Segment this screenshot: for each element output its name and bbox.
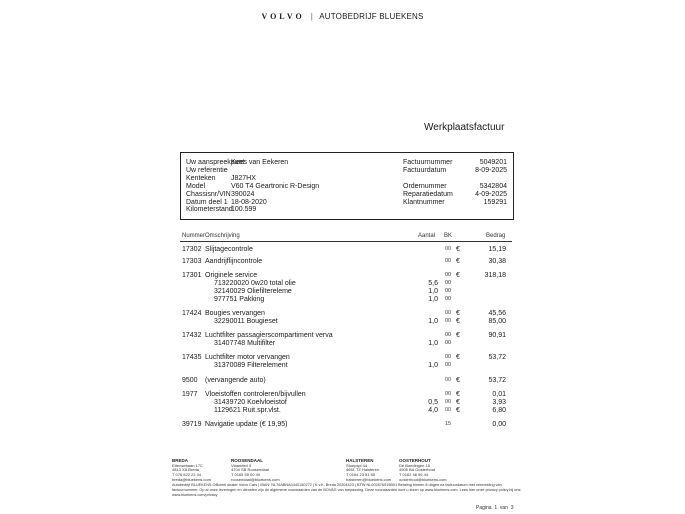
currency-symbol: € [456, 310, 460, 317]
item-description: 31370089 Filterelement [214, 362, 288, 369]
item-number: 17435 [182, 354, 202, 361]
info-value: 100.599 [231, 206, 257, 214]
info-value: Kees van Eekeren [231, 159, 289, 166]
item-description: Originele service [205, 272, 258, 279]
info-value: 390024 [231, 190, 255, 198]
line-item-subrow [0, 406, 685, 415]
item-bk-code: 00 [445, 318, 452, 324]
line-item-row [0, 245, 685, 254]
item-bk-code: 00 [445, 377, 452, 383]
line-item-subrow [0, 317, 685, 326]
item-number: 9500 [182, 377, 198, 384]
item-description: (vervangende auto) [205, 377, 266, 384]
location-detail: roosendaal@bluekens.com [231, 476, 280, 482]
line-item-row [0, 420, 685, 429]
item-description: Aandrijflijncontrole [205, 258, 263, 265]
info-label: Datum deel 1 [186, 198, 228, 206]
info-label: Kenteken [186, 174, 216, 182]
invoice-meta-label: Factuurdatum [403, 166, 447, 174]
header-divider: | [310, 12, 314, 21]
item-description: 31439720 Koelvloeistof [214, 399, 287, 406]
item-amount: 53,72 [488, 377, 506, 384]
line-item-subrow [0, 339, 685, 348]
info-label: Kilometerstand [186, 206, 233, 214]
item-amount: 90,91 [488, 332, 506, 339]
currency-symbol: € [456, 354, 460, 361]
item-description: Bougies vervangen [205, 310, 265, 317]
item-description: Slijtagecontrole [205, 246, 253, 253]
currency-symbol: € [456, 246, 460, 253]
item-description: 32140029 Oliefiltereleme [214, 288, 292, 295]
item-amount: 6,80 [492, 407, 506, 414]
location-detail: 4661 TZ Halsteren [346, 467, 380, 473]
dealer-header [0, 12, 685, 21]
invoice-meta-value: 5342804 [479, 182, 507, 190]
page-of: van [499, 505, 508, 511]
info-value: V60 T4 Geartronic R-Design [231, 182, 320, 190]
item-bk-code: 00 [445, 399, 452, 405]
info-label: Model [186, 182, 206, 190]
col-header-bk: BK [444, 233, 453, 239]
page-total: 3 [510, 505, 514, 511]
location-detail: T 076 522 22 44 [172, 472, 202, 478]
location-detail: oosterhout@bluekens.com [399, 476, 447, 482]
item-bk-code: 00 [445, 280, 452, 286]
item-bk-code: 00 [445, 407, 452, 413]
item-amount: 0,01 [492, 391, 506, 398]
item-description: 977751 Pakking [214, 296, 265, 303]
item-number: 39719 [182, 421, 202, 428]
item-description: Navigatie update (€ 19,95) [205, 421, 288, 428]
item-bk-code: 00 [445, 272, 452, 278]
item-number: 17432 [182, 332, 202, 339]
currency-symbol: € [456, 332, 460, 339]
invoice-info-box [180, 152, 514, 220]
info-value: J827HX [231, 174, 256, 182]
invoice-meta-value: 159291 [483, 198, 507, 206]
item-bk-code: 00 [445, 310, 452, 316]
item-amount: 15,19 [488, 246, 506, 253]
location-detail: Ettensebaan 17C [172, 462, 203, 468]
invoice-meta-label: Reparatiedatum [403, 190, 453, 198]
item-bk-code: 00 [445, 258, 452, 264]
item-amount: 3,93 [492, 399, 506, 406]
location-detail: 4704 SB Roosendaal [231, 467, 269, 473]
currency-symbol: € [456, 272, 460, 279]
location-detail: halsteren@bluekens.com [346, 476, 392, 482]
col-header-bedrag: Bedrag [486, 233, 506, 239]
item-amount: 53,72 [488, 354, 506, 361]
item-description: Luchtfilter motor vervangen [205, 354, 290, 361]
invoice-meta-value: 5049201 [479, 159, 507, 166]
invoice-meta-label: Klantnummer [403, 198, 445, 206]
item-quantity: 5,6 [428, 280, 438, 287]
location-name: HALSTEREN [346, 458, 374, 463]
location-detail: 4906 BA Oosterhout [399, 467, 436, 473]
info-label: Chassisnr/VIN [186, 190, 231, 198]
item-bk-code: 00 [445, 332, 452, 338]
info-label: Uw aanspreekpunt [186, 159, 245, 166]
item-number: 17303 [182, 258, 202, 265]
item-description: Luchtfilter passagierscompartiment verva [205, 332, 333, 339]
item-amount: 30,38 [488, 258, 506, 265]
item-number: 1977 [182, 391, 198, 398]
line-item-subrow [0, 361, 685, 370]
location-detail: 4813 XA Breda [172, 467, 199, 473]
item-amount: 318,18 [484, 272, 506, 279]
location-name: ROOSENDAAL [231, 458, 264, 463]
info-value: 18-08-2020 [231, 198, 267, 206]
dealer-name: AUTOBEDRIJF BLUEKENS [319, 12, 424, 21]
item-description: 32290011 Bougieset [214, 318, 278, 325]
location-detail: Vlaanderl 9 [231, 462, 252, 468]
location-detail: breda@bluekens.com [172, 476, 211, 482]
location-detail: T 0162 46 99 44 [399, 472, 429, 478]
item-quantity: 1,0 [428, 340, 438, 347]
item-description: 1129621 Ruit.spr.vlst. [214, 407, 281, 414]
invoice-meta-label: Ordernummer [403, 182, 447, 190]
item-bk-code: 00 [445, 362, 452, 368]
item-bk-code: 00 [445, 296, 452, 302]
footer-legal-note: Autobedrijf BLUEKENS Officieel dealer Volvo Cars | IBAN: NL76ABNA0440150272 | K.v.K. Breda 20204423 | BTW NL002876919B01 Betaling binnen 8 dagen na factuurdatum met vermelding van factuurnummer. Op al onze leveringen en diensten zijn de algemene voorwaarden van de BOVAG van toepassing. Deze voorwaarden kunt u lezen op www.bluekens.com. Lees hier onze privacy policy bij ons: www.bluekens.com/privacy [172, 483, 522, 497]
info-label: Uw referentie [186, 166, 228, 174]
location-detail: De Boedingen 15 [399, 462, 430, 468]
table-header-rule [180, 241, 512, 242]
document-title: Werkplaatsfactuur [424, 122, 505, 133]
item-number: 17301 [182, 272, 202, 279]
item-bk-code: 00 [445, 391, 452, 397]
item-amount: 45,56 [488, 310, 506, 317]
currency-symbol: € [456, 318, 460, 325]
col-header-aantal: Aantal [418, 233, 436, 239]
item-bk-code: 00 [445, 288, 452, 294]
item-bk-code: 00 [445, 354, 452, 360]
invoice-meta-value: 4-09-2025 [475, 190, 507, 198]
item-quantity: 1,0 [428, 296, 438, 303]
currency-symbol: € [456, 407, 460, 414]
item-description: 31407748 Multifilter [214, 340, 276, 347]
item-quantity: 1,0 [428, 318, 438, 325]
location-name: BREDA [172, 458, 189, 463]
item-quantity: 4,0 [428, 407, 438, 414]
page-label: Pagina [476, 505, 492, 511]
page-number: 1 [494, 505, 498, 511]
item-amount: 85,00 [488, 318, 506, 325]
currency-symbol: € [456, 377, 460, 384]
volvo-logo: VOLVO [261, 12, 305, 21]
col-header-omschrijving: Omschrijving [205, 233, 240, 239]
item-quantity: 0,5 [428, 399, 438, 406]
location-detail: Stoepspl 44 [346, 462, 368, 468]
invoice-meta-value: 8-09-2025 [475, 166, 507, 174]
item-bk-code: 00 [445, 340, 452, 346]
line-item-subrow [0, 295, 685, 304]
item-description: 713220020 0w20 total olie [214, 280, 296, 287]
item-quantity: 1,0 [428, 288, 438, 295]
line-item-row [0, 257, 685, 266]
item-number: 17302 [182, 246, 202, 253]
item-description: Vloeistoffen controleren/bijvullen [205, 391, 306, 398]
item-amount: 0,00 [492, 421, 506, 428]
line-item-row [0, 376, 685, 385]
currency-symbol: € [456, 258, 460, 265]
location-detail: T 0165 55 00 40 [231, 472, 261, 478]
location-detail: T 0164 23 51 55 [346, 472, 376, 478]
page-indicator [476, 505, 514, 511]
currency-symbol: € [456, 391, 460, 398]
item-quantity: 1,0 [428, 362, 438, 369]
invoice-meta-label: Factuurnummer [403, 159, 453, 166]
location-name: OOSTERHOUT [399, 458, 431, 463]
currency-symbol: € [456, 399, 460, 406]
item-bk-code: 00 [445, 246, 452, 252]
item-number: 17424 [182, 310, 202, 317]
item-bk-code: 15 [445, 421, 452, 427]
col-header-nummer: Nummer [182, 233, 206, 239]
